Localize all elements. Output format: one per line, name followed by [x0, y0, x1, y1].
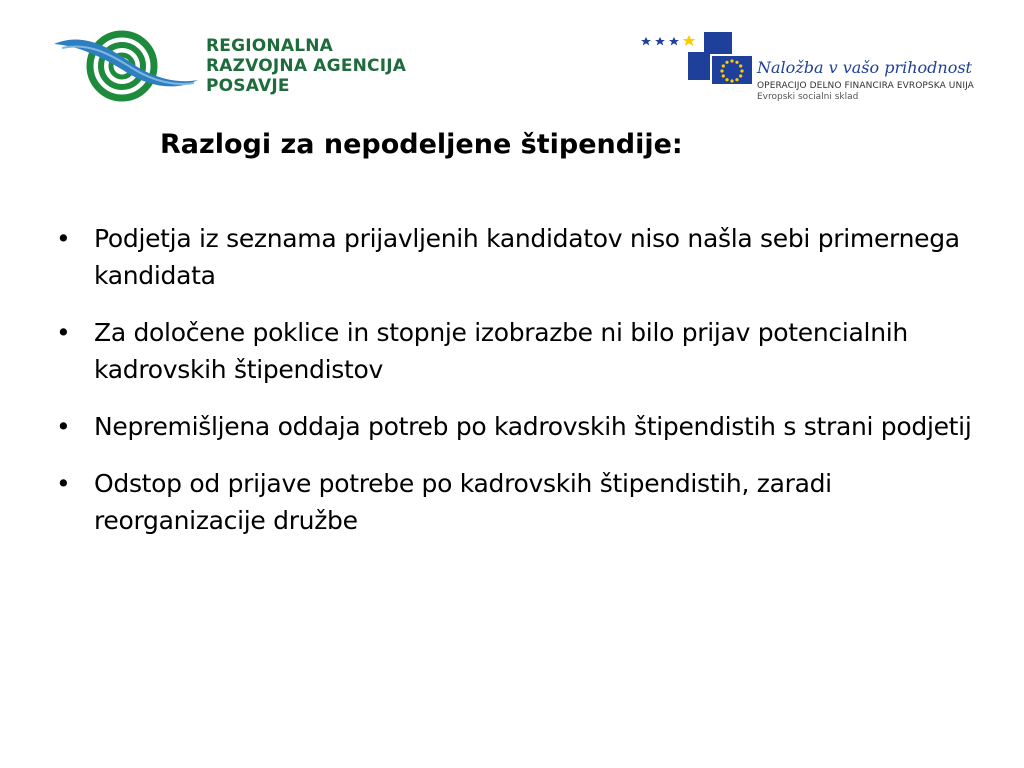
bullet-item: [56, 408, 976, 445]
bullet-item: [56, 465, 976, 539]
rra-posavje-logo-text: [206, 36, 406, 96]
logo-line-2: RAZVOJNA AGENCIJA: [206, 56, 407, 76]
bullet-item: [56, 220, 976, 294]
slide-title: Razlogi za nepodeljene štipendije:: [160, 129, 683, 160]
logo-line-3: POSAVJE: [206, 76, 290, 96]
bullet-marker: •: [56, 224, 71, 253]
bullet-list: [56, 220, 976, 559]
bullet-marker: •: [56, 469, 71, 498]
bullet-item: [56, 314, 976, 388]
bullet-text: Podjetja iz seznama prijavljenih kandidatov niso našla sebi primernega kandidata: [94, 224, 960, 290]
eu-logo: [640, 28, 974, 108]
bullet-text: Nepremišljena oddaja potreb po kadrovskih štipendistih s strani podjetij: [94, 412, 972, 441]
rra-posavje-logo-icon: [52, 28, 202, 104]
eu-operation-text: OPERACIJO DELNO FINANCIRA EVROPSKA UNIJA: [757, 81, 974, 91]
eu-slogan: Naložba v vašo prihodnost: [757, 58, 972, 77]
bullet-marker: •: [56, 412, 71, 441]
logo-line-1: REGIONALNA: [206, 36, 334, 56]
eu-fund-text: Evropski socialni sklad: [757, 92, 859, 102]
bullet-text: Za določene poklice in stopnje izobrazbe ni bilo prijav potencialnih kadrovskih štipendistov: [94, 318, 908, 384]
rra-posavje-logo: [52, 28, 407, 104]
bullet-marker: •: [56, 318, 71, 347]
bullet-text: Odstop od prijave potrebe po kadrovskih štipendistih, zaradi reorganizacije družbe: [94, 469, 832, 535]
eu-flag-icon: [640, 28, 756, 88]
